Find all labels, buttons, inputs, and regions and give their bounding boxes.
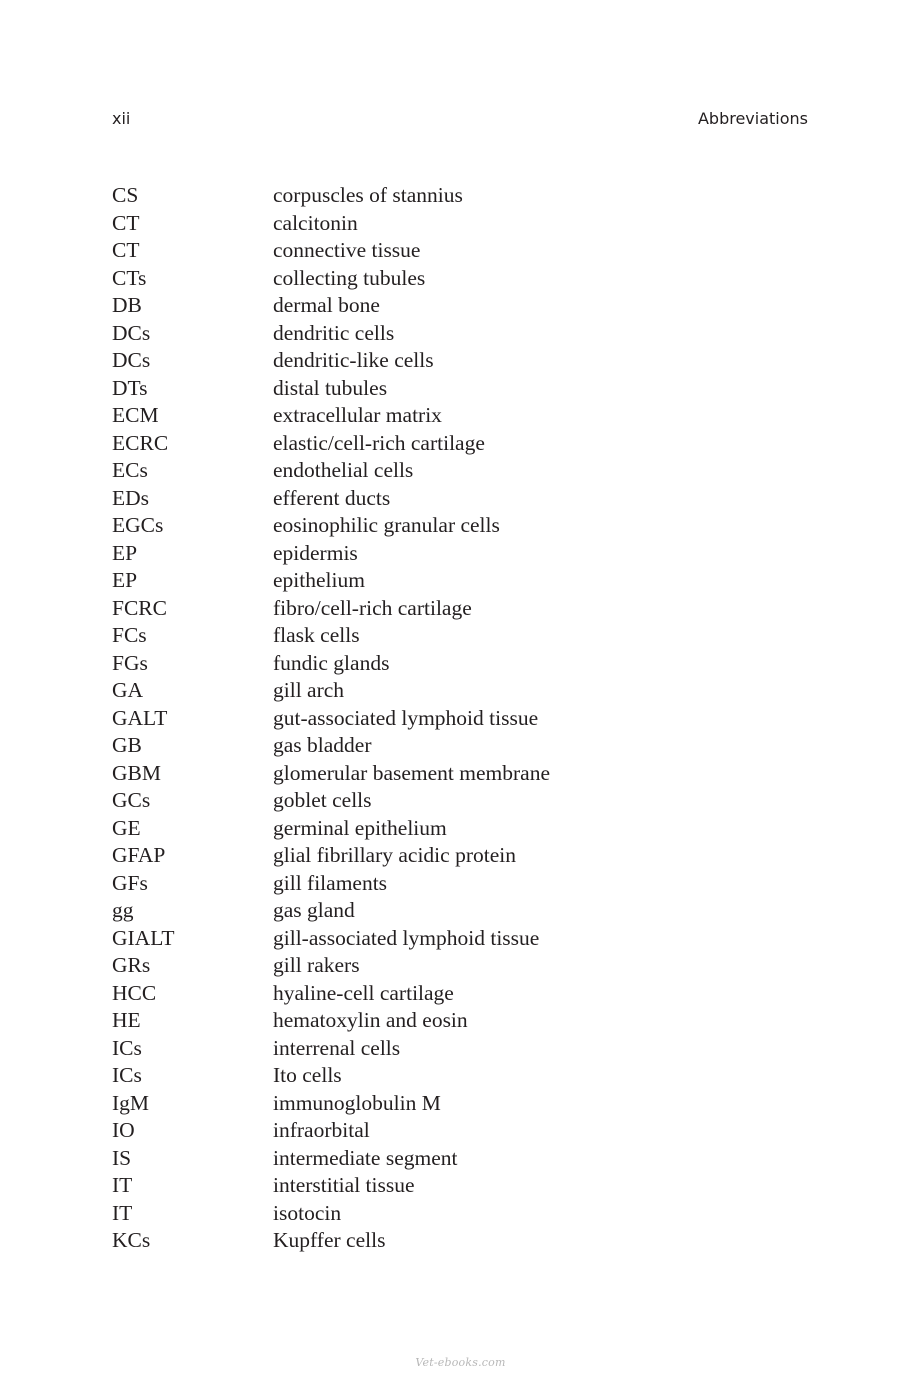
abbreviation-definition: collecting tubules <box>273 265 426 290</box>
abbreviation-definition: glomerular basement membrane <box>273 760 551 785</box>
abbreviation-row <box>112 1200 812 1228</box>
abbreviation-definition: efferent ducts <box>273 485 391 510</box>
abbreviation-term: CT <box>112 238 140 262</box>
abbreviation-term: ECRC <box>112 430 169 455</box>
page-header <box>112 109 808 133</box>
abbreviation-term: GE <box>112 815 141 840</box>
abbreviation-term: IgM <box>112 1090 150 1115</box>
abbreviation-definition: calcitonin <box>273 210 358 235</box>
abbreviation-row <box>112 1035 812 1063</box>
abbreviation-definition: intermediate segment <box>273 1145 458 1170</box>
abbreviation-row <box>112 347 812 375</box>
abbreviation-row <box>112 842 812 870</box>
abbreviation-term: ECM <box>112 403 159 427</box>
abbreviation-definition: dermal bone <box>273 293 380 317</box>
abbreviation-term: HCC <box>112 980 157 1005</box>
abbreviation-term: GIALT <box>112 925 175 950</box>
abbreviation-definition: gill-associated lymphoid tissue <box>273 925 540 950</box>
abbreviation-term: GB <box>112 733 142 757</box>
abbreviation-definition: hematoxylin and eosin <box>273 1008 468 1032</box>
abbreviation-row <box>112 540 812 568</box>
running-head: Abbreviations <box>697 109 808 128</box>
abbreviation-definition: flask cells <box>273 623 360 647</box>
abbreviation-definition: immunoglobulin M <box>273 1090 441 1115</box>
abbreviation-definition: dendritic-like cells <box>273 348 434 372</box>
abbreviation-definition: endothelial cells <box>273 458 414 482</box>
abbreviation-definition: gas gland <box>273 898 355 922</box>
abbreviation-row <box>112 182 812 210</box>
abbreviation-term: EDs <box>112 485 150 510</box>
abbreviation-term: FCRC <box>112 595 167 620</box>
abbreviation-row <box>112 1007 812 1035</box>
abbreviation-term: EP <box>112 540 138 565</box>
abbreviation-definition: elastic/cell-rich cartilage <box>273 430 485 455</box>
abbreviation-row <box>112 210 812 238</box>
abbreviation-definition: gill rakers <box>273 953 360 977</box>
abbreviation-row <box>112 897 812 925</box>
abbreviation-row <box>112 1227 812 1255</box>
abbreviation-row <box>112 1145 812 1173</box>
page-number: xii <box>112 109 131 128</box>
abbreviation-definition: connective tissue <box>273 238 421 262</box>
abbreviation-row <box>112 870 812 898</box>
abbreviation-term: GFs <box>112 870 148 895</box>
abbreviation-term: EGCs <box>112 513 164 537</box>
abbreviation-term: ICs <box>112 1035 142 1060</box>
abbreviation-term: DCs <box>112 348 151 372</box>
watermark-logo: Vet-ebooks.com <box>415 1356 506 1369</box>
abbreviation-row <box>112 760 812 788</box>
abbreviation-definition: goblet cells <box>273 788 372 812</box>
abbreviation-row <box>112 705 812 733</box>
abbreviation-definition: hyaline-cell cartilage <box>273 980 454 1005</box>
abbreviation-term: DB <box>112 293 142 317</box>
abbreviation-term: GCs <box>112 788 151 812</box>
abbreviation-term: IS <box>112 1145 132 1170</box>
abbreviation-row <box>112 292 812 320</box>
abbreviation-term: EP <box>112 568 138 592</box>
abbreviation-row <box>112 925 812 953</box>
abbreviation-definition: isotocin <box>273 1200 342 1225</box>
abbreviation-row <box>112 375 812 403</box>
abbreviation-term: HE <box>112 1008 141 1032</box>
abbreviation-definition: fibro/cell-rich cartilage <box>273 595 472 620</box>
abbreviation-row <box>112 650 812 678</box>
abbreviation-definition: distal tubules <box>273 375 388 400</box>
abbreviation-definition: gut-associated lymphoid tissue <box>273 705 539 730</box>
abbreviation-definition: fundic glands <box>273 650 390 675</box>
abbreviation-row <box>112 265 812 293</box>
abbreviation-term: IT <box>112 1173 133 1197</box>
abbreviation-row <box>112 457 812 485</box>
abbreviation-term: DCs <box>112 320 151 345</box>
abbreviation-row <box>112 1062 812 1090</box>
abbreviation-definition: infraorbital <box>273 1118 370 1142</box>
abbreviation-row <box>112 430 812 458</box>
abbreviation-term: GRs <box>112 953 151 977</box>
abbreviation-row <box>112 567 812 595</box>
abbreviation-term: DTs <box>112 375 148 400</box>
abbreviation-definition: dendritic cells <box>273 320 395 345</box>
abbreviation-definition: interrenal cells <box>273 1035 401 1060</box>
abbreviation-row <box>112 485 812 513</box>
abbreviation-row <box>112 512 812 540</box>
abbreviation-term: GALT <box>112 705 168 730</box>
abbreviation-definition: eosinophilic granular cells <box>273 513 500 537</box>
abbreviation-row <box>112 237 812 265</box>
abbreviation-row <box>112 320 812 348</box>
abbreviation-definition: Kupffer cells <box>273 1228 386 1252</box>
abbreviation-definition: interstitial tissue <box>273 1173 415 1197</box>
abbreviation-term: IO <box>112 1118 135 1142</box>
abbreviation-definition: germinal epithelium <box>273 815 447 840</box>
abbreviation-row <box>112 980 812 1008</box>
abbreviation-row <box>112 622 812 650</box>
abbreviation-list <box>112 182 812 1255</box>
abbreviation-definition: gill filaments <box>273 870 388 895</box>
abbreviation-row <box>112 1090 812 1118</box>
abbreviation-term: CT <box>112 210 140 235</box>
abbreviation-term: KCs <box>112 1228 151 1252</box>
abbreviation-term: IT <box>112 1200 133 1225</box>
abbreviation-term: FGs <box>112 650 148 675</box>
abbreviation-row <box>112 402 812 430</box>
abbreviation-term: gg <box>112 898 134 922</box>
abbreviation-row <box>112 595 812 623</box>
abbreviation-term: CTs <box>112 265 147 290</box>
abbreviation-term: ECs <box>112 458 148 482</box>
abbreviation-term: GA <box>112 678 144 702</box>
abbreviation-definition: gill arch <box>273 678 345 702</box>
abbreviation-term: ICs <box>112 1063 142 1087</box>
abbreviation-row <box>112 815 812 843</box>
abbreviation-row <box>112 1117 812 1145</box>
abbreviation-term: GFAP <box>112 843 166 867</box>
abbreviation-definition: epidermis <box>273 540 358 565</box>
abbreviation-row <box>112 952 812 980</box>
abbreviation-term: FCs <box>112 623 147 647</box>
abbreviation-term: GBM <box>112 760 161 785</box>
abbreviation-row <box>112 677 812 705</box>
abbreviation-definition: glial fibrillary acidic protein <box>273 843 516 867</box>
abbreviation-definition: epithelium <box>273 568 365 592</box>
abbreviation-row <box>112 732 812 760</box>
abbreviation-definition: corpuscles of stannius <box>273 183 463 207</box>
abbreviation-row <box>112 1172 812 1200</box>
abbreviation-definition: gas bladder <box>273 733 372 757</box>
abbreviation-definition: Ito cells <box>273 1063 342 1087</box>
abbreviation-row <box>112 787 812 815</box>
abbreviation-term: CS <box>112 183 139 207</box>
abbreviation-definition: extracellular matrix <box>273 403 442 427</box>
